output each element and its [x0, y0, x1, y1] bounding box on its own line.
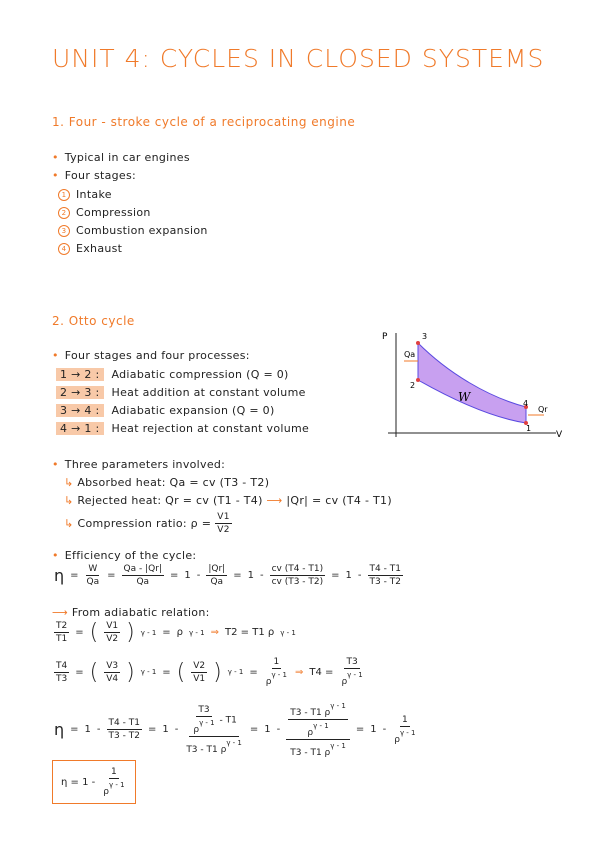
- point-1-label: 1: [526, 424, 532, 433]
- process-item: 4 → 1 : Heat rejection at constant volume: [56, 422, 309, 435]
- pv-diagram: [378, 325, 568, 445]
- bullet-item: • Four stages:: [52, 169, 137, 182]
- adiabatic-intro: ⟶ From adiabatic relation:: [52, 606, 210, 619]
- point-3-label: 3: [422, 332, 428, 341]
- qa-label: Qa: [404, 350, 416, 359]
- stage-item: 1 Intake: [58, 188, 112, 201]
- process-item: 3 → 4 : Adiabatic expansion (Q = 0): [56, 404, 275, 417]
- stage-item: 4 Exhaust: [58, 242, 122, 255]
- point-2: [416, 378, 420, 382]
- section-1-heading: 1. Four - stroke cycle of a reciprocating engine: [52, 115, 356, 129]
- v-axis-label: V: [556, 430, 563, 440]
- adiabatic-eq-2: $\frac{T4}{T3}$ = ( $\frac{V3}{V4}$ ) γ - 1 = ( $\frac{V2}{V1}$ ) γ - 1 = $\frac{1}{\rho^{\gamma - 1}}$ ⇒ T4 = $\frac{T3}{\rho^{\gamma - 1}}$: [56, 657, 363, 687]
- point-3: [416, 341, 420, 345]
- params-intro: • Three parameters involved:: [52, 458, 226, 471]
- process-item: 1 → 2 : Adiabatic compression (Q = 0): [56, 368, 289, 381]
- efficiency-intro: • Efficiency of the cycle:: [52, 549, 197, 562]
- point-4-label: 4: [523, 399, 529, 408]
- param-rejected: ↳ Rejected heat: Qr = cv (T1 - T4) ⟶ |Qr| = cv (T4 - T1): [64, 494, 392, 507]
- adiabatic-eq-1: $\frac{T2}{T1}$ = ( $\frac{V1}{V2}$ ) γ - 1 = ρ γ - 1 ⇒ T2 = T1 ρ γ - 1: [56, 620, 296, 645]
- bullet-item: • Typical in car engines: [52, 151, 190, 164]
- final-result-box: η = 1 - $\frac{1}{\rho^{\gamma - 1}}$: [52, 760, 136, 804]
- stage-item: 3 Combustion expansion: [58, 224, 208, 237]
- stage-item: 2 Compression: [58, 206, 151, 219]
- page-title: UNIT 4: CYCLES IN CLOSED SYSTEMS: [52, 44, 545, 73]
- efficiency-derivation: η = 1 - $\frac{T4 - T1}{T3 - T2}$ = 1 - $\frac{T3}{\rho^{\gamma - 1}}$ - T1 T3 - T1 $\rho^{\gamma - 1}$ = 1 - $\frac{\frac{T3 - T1 \rho^{\gamma - 1}}{\rho^{\gamma - 1}}}{T3 - T1 \rho^{\gamma - 1}}$ = 1 - $\frac{1}{\rho^{\gamma - 1}}$: [54, 702, 416, 758]
- param-absorbed: ↳ Absorbed heat: Qa = cv (T3 - T2): [64, 476, 270, 489]
- cycle-area: [418, 343, 529, 423]
- processes-intro: • Four stages and four processes:: [52, 349, 250, 362]
- qr-label: Qr: [538, 405, 548, 414]
- point-2-label: 2: [410, 381, 416, 390]
- section-2-heading: 2. Otto cycle: [52, 314, 135, 328]
- efficiency-equation: η = $\frac{W}{Qa}$ = $\frac{Qa - |Qr|}{Qa}$ = 1 - $\frac{|Qr|}{Qa}$ = 1 - $\frac{cv (T4 - T1)}{cv (T3 - T2)}$ = 1 - $\frac{T4 - T1}{T3 - T2}$: [54, 564, 401, 587]
- process-item: 2 → 3 : Heat addition at constant volume: [56, 386, 306, 399]
- work-label: W: [458, 390, 471, 404]
- p-axis-label: P: [382, 332, 388, 342]
- param-ratio: ↳ Compression ratio: ρ = $\frac{V1}{V2}$: [64, 512, 230, 535]
